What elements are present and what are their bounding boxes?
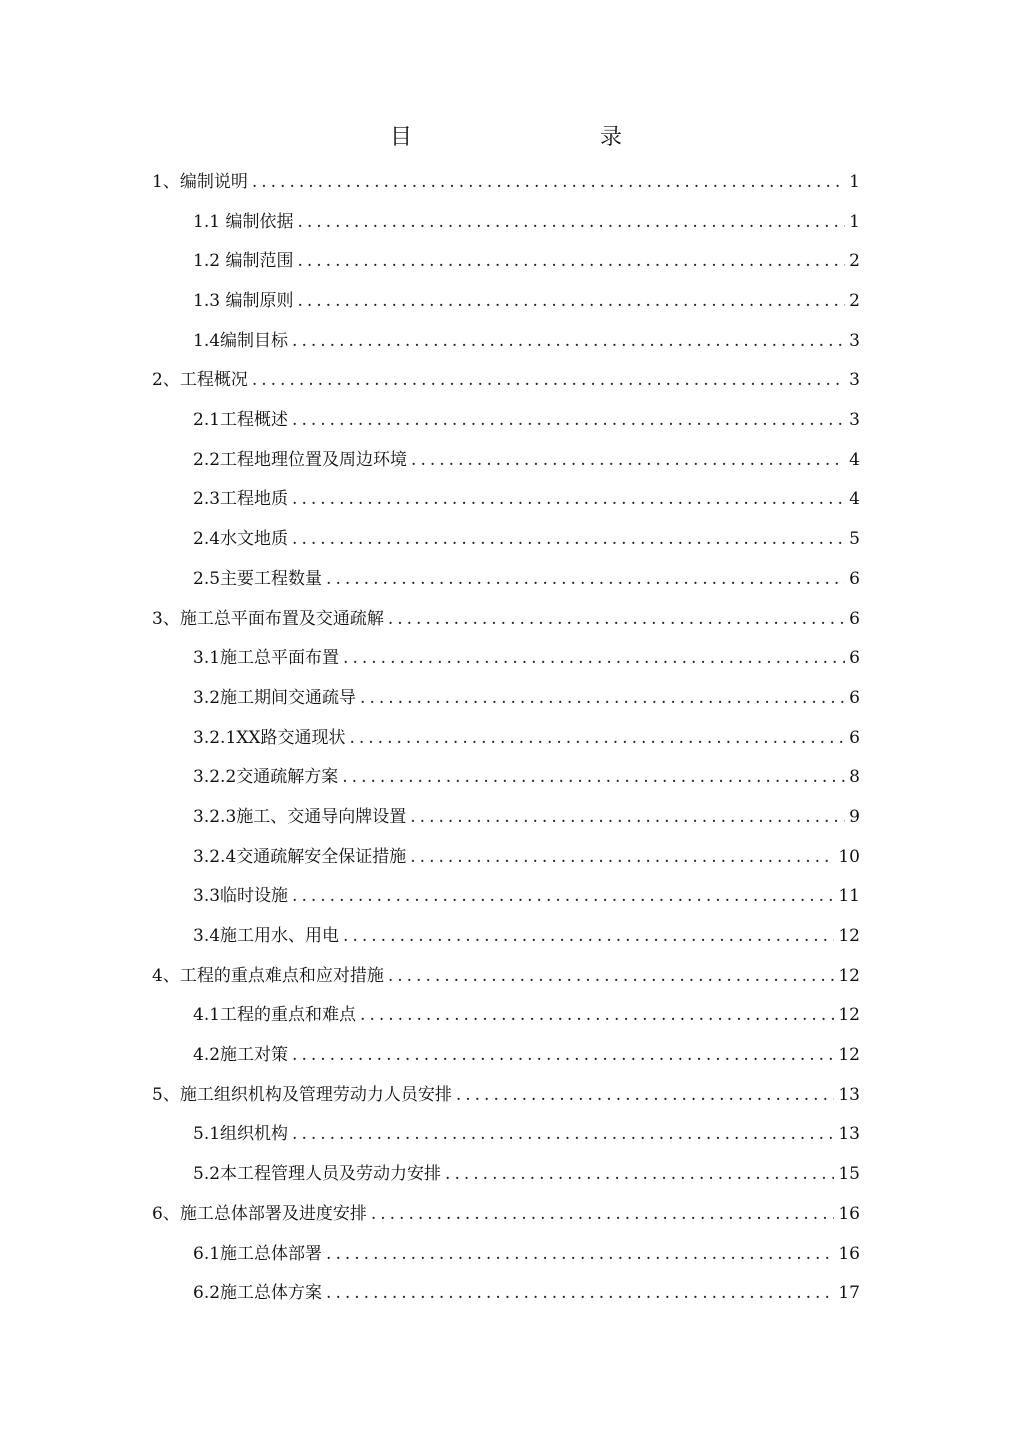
toc-entry-label: 1.3 编制原则: [193, 291, 294, 312]
toc-entry-label: 3.4施工用水、用电: [193, 926, 340, 947]
toc-entry-label: 2.2工程地理位置及周边环境: [193, 449, 408, 470]
toc-entry-label: 1.2 编制范围: [193, 251, 294, 272]
toc-entry[interactable]: [152, 163, 860, 203]
toc-dot-leader: [292, 1116, 834, 1156]
toc-entry[interactable]: [152, 877, 860, 917]
toc-page-number: 2: [849, 251, 860, 272]
toc-dot-leader: [292, 877, 834, 917]
toc-page-number: 6: [849, 648, 860, 669]
toc-entry[interactable]: [152, 1116, 860, 1156]
toc-entry-label: 3.2施工期间交通疏导: [193, 687, 357, 708]
toc-entry-label: 2.5主要工程数量: [193, 568, 323, 589]
toc-dot-leader: [292, 401, 845, 441]
toc-entry-label: 1.1 编制依据: [193, 211, 294, 232]
toc-entry-label: 3.2.2交通疏解方案: [193, 767, 339, 788]
toc-page-number: 12: [838, 965, 860, 986]
toc-entry-label: 4.2施工对策: [193, 1045, 289, 1066]
toc-dot-leader: [326, 1274, 834, 1314]
toc-page-number: 13: [838, 1124, 860, 1145]
toc-dot-leader: [456, 1076, 835, 1116]
toc-entry[interactable]: [152, 758, 860, 798]
toc-page-number: 3: [849, 410, 860, 431]
toc-page-number: 17: [838, 1283, 860, 1304]
toc-page-number: 3: [849, 330, 860, 351]
toc-entry[interactable]: [152, 917, 860, 957]
toc-dot-leader: [360, 996, 834, 1036]
toc-entry-label: 2.4水文地质: [193, 529, 289, 550]
toc-page-number: 10: [838, 846, 860, 867]
toc-page-number: 5: [849, 529, 860, 550]
toc-entry[interactable]: [152, 1155, 860, 1195]
toc-entry-label: 3.3临时设施: [193, 886, 289, 907]
toc-entry-label: 2.3工程地质: [193, 489, 289, 510]
toc-dot-leader: [297, 203, 845, 243]
toc-dot-leader: [360, 679, 845, 719]
table-of-contents: [152, 163, 860, 1314]
toc-entry[interactable]: [152, 639, 860, 679]
toc-dot-leader: [343, 917, 834, 957]
toc-entry-label: 4、工程的重点难点和应对措施: [152, 965, 384, 986]
toc-entry[interactable]: [152, 401, 860, 441]
toc-dot-leader: [445, 1155, 834, 1195]
toc-entry-label: 5.2本工程管理人员及劳动力安排: [193, 1164, 442, 1185]
toc-entry-label: 1、编制说明: [152, 171, 248, 192]
toc-dot-leader: [326, 560, 845, 600]
toc-dot-leader: [388, 957, 835, 997]
toc-entry-label: 4.1工程的重点和难点: [193, 1005, 357, 1026]
toc-page-number: 11: [838, 886, 860, 907]
toc-entry[interactable]: [152, 361, 860, 401]
toc-page-number: 6: [849, 608, 860, 629]
toc-dot-leader: [252, 163, 845, 203]
toc-page-number: 1: [849, 171, 860, 192]
toc-dot-leader: [371, 1195, 835, 1235]
toc-entry[interactable]: [152, 441, 860, 481]
toc-page-number: 12: [838, 926, 860, 947]
toc-entry[interactable]: [152, 481, 860, 521]
toc-page-number: 12: [838, 1005, 860, 1026]
toc-entry-label: 1.4编制目标: [193, 330, 289, 351]
toc-entry-label: 3.2.3施工、交通导向牌设置: [193, 806, 407, 827]
toc-page-number: 13: [838, 1084, 860, 1105]
toc-entry[interactable]: [152, 1036, 860, 1076]
toc-page-number: 12: [838, 1045, 860, 1066]
toc-dot-leader: [411, 441, 845, 481]
toc-entry-label: 6.1施工总体部署: [193, 1243, 323, 1264]
toc-dot-leader: [292, 481, 845, 521]
toc-entry[interactable]: [152, 242, 860, 282]
toc-dot-leader: [410, 798, 845, 838]
toc-dot-leader: [252, 361, 845, 401]
toc-dot-leader: [292, 520, 845, 560]
toc-entry[interactable]: [152, 957, 860, 997]
toc-dot-leader: [326, 1235, 834, 1275]
toc-page-number: 6: [849, 568, 860, 589]
toc-entry-label: 3.2.1XX路交通现状: [193, 727, 346, 748]
toc-entry-label: 3.2.4交通疏解安全保证措施: [193, 846, 407, 867]
toc-dot-leader: [297, 242, 845, 282]
toc-page-number: 1: [849, 211, 860, 232]
toc-entry[interactable]: [152, 1235, 860, 1275]
toc-page-number: 6: [849, 687, 860, 708]
toc-entry-label: 2、工程概况: [152, 370, 248, 391]
toc-entry-label: 3.1施工总平面布置: [193, 648, 340, 669]
toc-dot-leader: [297, 282, 845, 322]
toc-dot-leader: [410, 838, 834, 878]
toc-entry-label: 6.2施工总体方案: [193, 1283, 323, 1304]
toc-entry[interactable]: [152, 679, 860, 719]
toc-dot-leader: [388, 600, 845, 640]
toc-dot-leader: [343, 639, 845, 679]
toc-entry[interactable]: [152, 203, 860, 243]
toc-page-number: 2: [849, 291, 860, 312]
toc-entry[interactable]: [152, 1076, 860, 1116]
toc-page-number: 4: [849, 489, 860, 510]
toc-dot-leader: [349, 719, 845, 759]
toc-entry[interactable]: [152, 282, 860, 322]
toc-entry[interactable]: [152, 1195, 860, 1235]
toc-entry[interactable]: [152, 996, 860, 1036]
toc-page-number: 3: [849, 370, 860, 391]
toc-entry-label: 3、施工总平面布置及交通疏解: [152, 608, 384, 629]
toc-entry-label: 5.1组织机构: [193, 1124, 289, 1145]
toc-page-number: 8: [849, 767, 860, 788]
toc-entry-label: 5、施工组织机构及管理劳动力人员安排: [152, 1084, 452, 1105]
toc-entry-label: 6、施工总体部署及进度安排: [152, 1203, 367, 1224]
toc-entry[interactable]: [152, 560, 860, 600]
toc-entry[interactable]: [152, 719, 860, 759]
toc-title: 目 录: [389, 125, 670, 150]
toc-entry[interactable]: [152, 798, 860, 838]
toc-dot-leader: [342, 758, 845, 798]
toc-entry[interactable]: [152, 600, 860, 640]
toc-entry[interactable]: [152, 520, 860, 560]
toc-entry[interactable]: [152, 838, 860, 878]
toc-dot-leader: [292, 322, 845, 362]
toc-dot-leader: [292, 1036, 834, 1076]
toc-entry-label: 2.1工程概述: [193, 410, 289, 431]
toc-page-number: 6: [849, 727, 860, 748]
toc-page-number: 15: [838, 1164, 860, 1185]
toc-page-number: 4: [849, 449, 860, 470]
toc-entry[interactable]: [152, 1274, 860, 1314]
toc-entry[interactable]: [152, 322, 860, 362]
toc-page-number: 16: [838, 1243, 860, 1264]
toc-page-number: 16: [838, 1203, 860, 1224]
toc-page-number: 9: [849, 806, 860, 827]
